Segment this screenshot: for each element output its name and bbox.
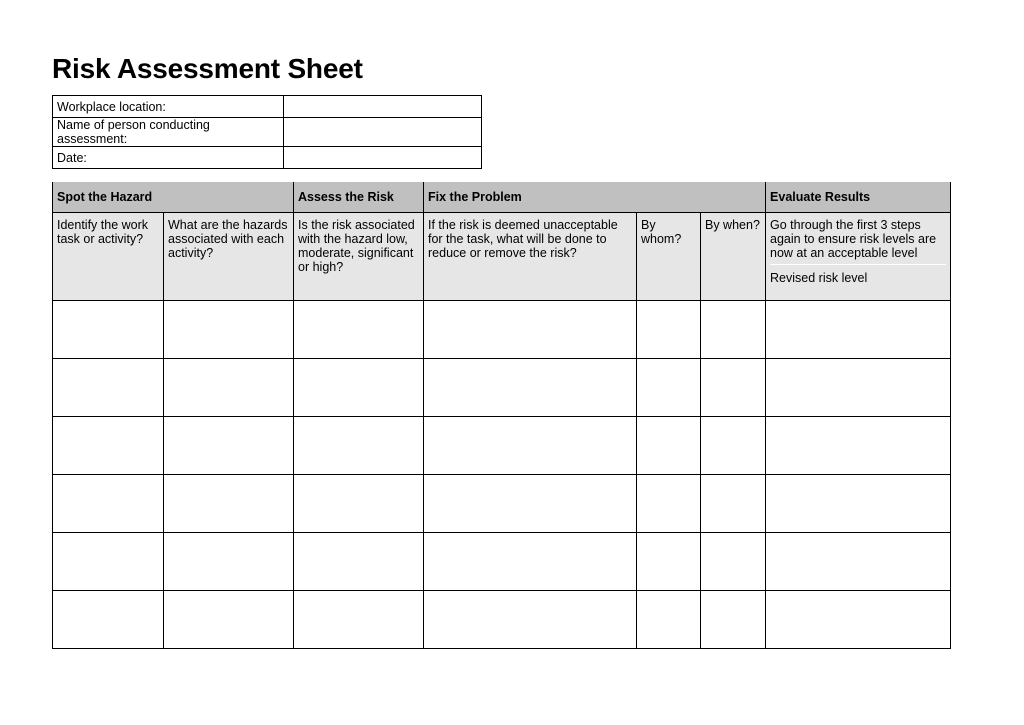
table-cell[interactable] — [637, 417, 701, 475]
table-cell[interactable] — [164, 359, 294, 417]
table-cell[interactable] — [701, 301, 766, 359]
table-cell[interactable] — [53, 475, 164, 533]
table-cell[interactable] — [164, 301, 294, 359]
table-cell[interactable] — [53, 591, 164, 649]
table-row — [53, 359, 951, 417]
table-cell[interactable] — [766, 301, 951, 359]
table-cell[interactable] — [53, 417, 164, 475]
col-header-by-whom: By whom? — [637, 213, 701, 301]
column-header-row — [53, 213, 951, 301]
table-cell[interactable] — [424, 591, 637, 649]
table-cell[interactable] — [294, 417, 424, 475]
table-cell[interactable] — [424, 417, 637, 475]
table-row — [53, 417, 951, 475]
workplace-location-label: Workplace location: — [53, 96, 284, 118]
table-cell[interactable] — [637, 475, 701, 533]
col-header-identify: Identify the work task or activity? — [53, 213, 164, 301]
table-cell[interactable] — [766, 533, 951, 591]
info-row-date — [53, 147, 482, 169]
table-cell[interactable] — [294, 591, 424, 649]
col-header-evaluate — [766, 213, 951, 301]
table-cell[interactable] — [53, 533, 164, 591]
table-cell[interactable] — [294, 475, 424, 533]
table-row — [53, 591, 951, 649]
table-row — [53, 475, 951, 533]
table-cell[interactable] — [701, 533, 766, 591]
table-cell[interactable] — [766, 359, 951, 417]
table-cell[interactable] — [701, 359, 766, 417]
section-evaluate-results: Evaluate Results — [766, 182, 951, 213]
assessor-name-field[interactable] — [284, 118, 482, 147]
table-cell[interactable] — [637, 359, 701, 417]
table-cell[interactable] — [164, 475, 294, 533]
table-cell[interactable] — [164, 533, 294, 591]
table-cell[interactable] — [53, 359, 164, 417]
table-cell[interactable] — [766, 591, 951, 649]
table-cell[interactable] — [424, 359, 637, 417]
col-header-risk: Is the risk associated with the hazard low, moderate, significant or high? — [294, 213, 424, 301]
table-cell[interactable] — [424, 533, 637, 591]
section-spot-hazard: Spot the Hazard — [53, 182, 294, 213]
table-cell[interactable] — [766, 475, 951, 533]
table-cell[interactable] — [424, 475, 637, 533]
risk-assessment-table — [52, 182, 951, 649]
assessment-info-table — [52, 95, 482, 169]
section-assess-risk: Assess the Risk — [294, 182, 424, 213]
col-header-fix: If the risk is deemed unacceptable for the task, what will be done to reduce or remove the risk? — [424, 213, 637, 301]
assessor-name-label: Name of person conducting assessment: — [53, 118, 284, 147]
section-header-row — [53, 182, 951, 213]
table-cell[interactable] — [766, 417, 951, 475]
date-field[interactable] — [284, 147, 482, 169]
table-row — [53, 533, 951, 591]
table-cell[interactable] — [637, 591, 701, 649]
table-cell[interactable] — [701, 475, 766, 533]
table-cell[interactable] — [637, 301, 701, 359]
col-header-hazards: What are the hazards associated with each activity? — [164, 213, 294, 301]
evaluate-instructions: Go through the first 3 steps again to ensure risk levels are now at an acceptable level — [770, 218, 937, 260]
table-cell[interactable] — [701, 591, 766, 649]
info-row-workplace — [53, 96, 482, 118]
page-title: Risk Assessment Sheet — [52, 53, 363, 84]
col-header-by-when: By when? — [701, 213, 766, 301]
table-cell[interactable] — [701, 417, 766, 475]
table-cell[interactable] — [637, 533, 701, 591]
info-row-assessor — [53, 118, 482, 147]
table-cell[interactable] — [294, 301, 424, 359]
section-fix-problem: Fix the Problem — [424, 182, 766, 213]
table-cell[interactable] — [53, 301, 164, 359]
revised-risk-level-label: Revised risk level — [770, 264, 946, 285]
table-cell[interactable] — [424, 301, 637, 359]
table-cell[interactable] — [294, 359, 424, 417]
date-label: Date: — [53, 147, 284, 169]
table-cell[interactable] — [294, 533, 424, 591]
table-row — [53, 301, 951, 359]
table-cell[interactable] — [164, 591, 294, 649]
workplace-location-field[interactable] — [284, 96, 482, 118]
table-cell[interactable] — [164, 417, 294, 475]
